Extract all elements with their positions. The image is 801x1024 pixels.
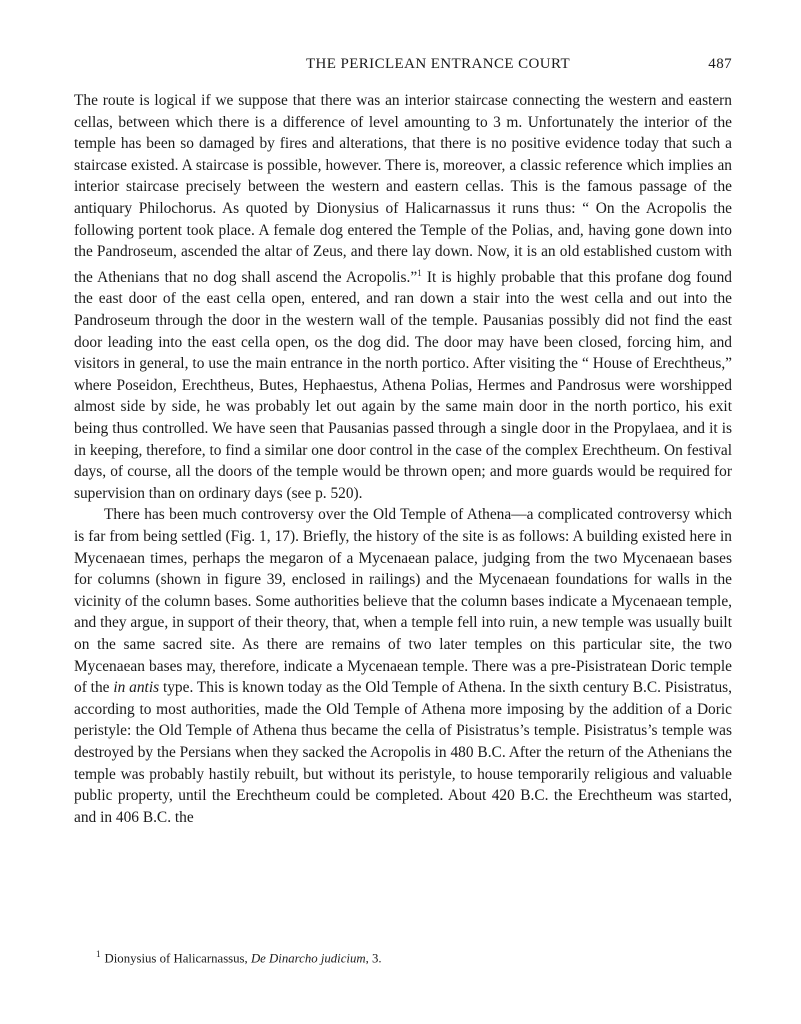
body-text — [74, 90, 732, 828]
page — [74, 56, 732, 828]
paragraph-1-text-b: It is highly probable that this profane dog found the east door of the east cella open, entered, and ran down a stair into the west cella and out into the Pandroseum through the door in the western wall of the temple. Pausanias possibly did not find the east door leading into the east cella open, os the dog did. The door may have been closed, forcing him, and visitors in general, to use the main entrance in the north portico. After visiting the “ House of Erechtheus,” where Poseidon, Erechtheus, Butes, Hephaestus, Athena Polias, Hermes and Pandrosus were worshipped almost side by side, he was probably let out again by the same main door in the north portico, his exit being thus controlled. We have seen that Pausanias passed through a single door in the Propylaea, and it is in keeping, therefore, to find a similar one door control in the case of the complex Erechtheum. On festival days, of course, all the doors of the temple would be thrown open; and more guards would be required for supervision than on ordinary days (see p. 520). — [74, 268, 732, 502]
footnote-reference: 1 — [417, 267, 422, 278]
paragraph-2 — [74, 504, 732, 828]
paragraph-2-text-b: type. This is known today as the Old Temple of Athena. In the sixth century B.C. Pisistratus, according to most authorities, made the Old Temple of Athena more imposing by the addition of a Doric peristyle: the Old Temple of Athena thus became the cella of Pisistratus’s temple. Pisistratus’s temple was destroyed by the Persians when they sacked the Acropolis in 480 B.C. After the return of the Athenians the temple was probably hastily rebuilt, but without its peristyle, to house temporarily religious and valuable public property, until the Erechtheum could be completed. About 420 B.C. the Erechtheum was started, and in 406 B.C. the — [74, 679, 732, 826]
footnote — [96, 946, 382, 966]
running-head — [74, 56, 732, 80]
paragraph-2-italic: in antis — [113, 679, 160, 697]
paragraph-1 — [74, 90, 732, 504]
footnote-text-a: Dionysius of Halicarnassus, — [104, 951, 251, 966]
page-number: 487 — [708, 56, 732, 72]
footnote-mark: 1 — [96, 949, 101, 959]
paragraph-2-text-a: There has been much controversy over the Old Temple of Athena—a complicated controversy which is far from being settled (Fig. 1, 17). Briefly, the history of the site is as follows: A building existed here in Mycenaean times, perhaps the megaron of a Mycenaean palace, judging from the two Mycenaean bases for columns (shown in figure 39, enclosed in railings) and the Mycenaean foundations for walls in the vicinity of the column bases. Some authorities believe that the column bases indicate a Mycenaean temple, and they argue, in support of their theory, that, when a temple fell into ruin, a new temple was usually built on the same sacred site. As there are remains of two later temples on this particular site, the two Mycenaean bases may, therefore, indicate a Mycenaean temple. There was a pre-Pisistratean Doric temple of the — [74, 506, 732, 697]
paragraph-1-text-a: The route is logical if we suppose that there was an interior staircase connecting the western and eastern cellas, between which there is a difference of level amounting to 3 m. Unfortunately the interior of the temple has been so damaged by fires and alterations, that there is no positive evidence today that such a staircase existed. A staircase is possible, however. There is, moreover, a classic reference which implies an interior staircase precisely between the western and eastern cellas. This is the famous passage of the antiquary Philochorus. As quoted by Dionysius of Halicarnassus it runs thus: “ On the Acropolis the following portent took place. A female dog entered the Temple of the Polias, and, having gone down into the Pandroseum, ascended the altar of Zeus, and there lay down. Now, it is an old established custom with the Athenians that no dog shall ascend the Acropolis.” — [74, 92, 732, 286]
running-title: THE PERICLEAN ENTRANCE COURT — [305, 56, 571, 72]
footnote-text-b: , 3. — [365, 951, 382, 966]
footnote-italic-title: De Dinarcho judicium — [250, 951, 366, 966]
